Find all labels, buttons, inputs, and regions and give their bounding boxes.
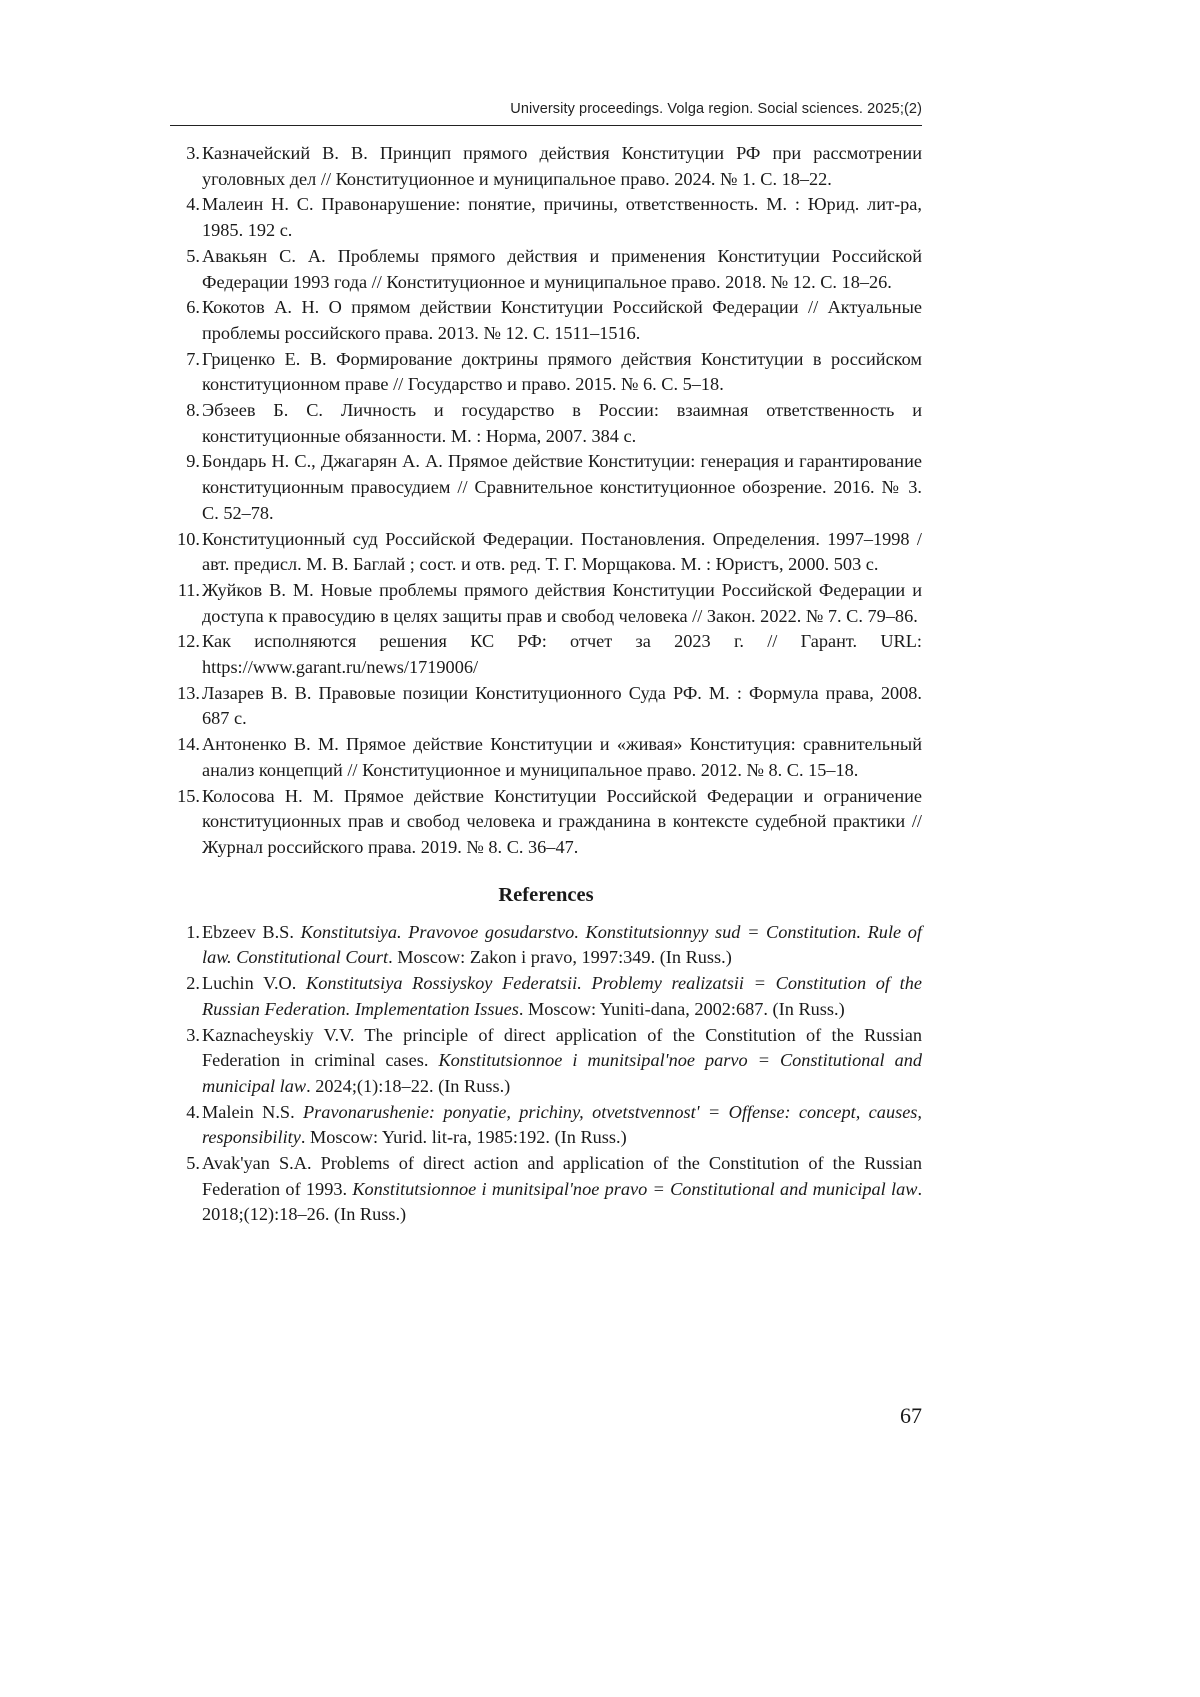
russian-reference-list <box>170 141 922 861</box>
reference-number: 7. <box>186 348 200 369</box>
reference-publication-details: . Moscow: Yuniti-dana, 2002:687. (In Russ.) <box>518 998 845 1019</box>
references-heading: References <box>498 883 594 906</box>
reference-number: 3. <box>186 143 200 163</box>
reference-number: 14. <box>177 734 200 755</box>
reference-authors: Luchin V.O. <box>202 973 306 994</box>
reference-text <box>202 1100 922 1151</box>
reference-text: Жуйков В. М. Новые проблемы прямого действия Конституции Российской Федерации и доступа к правосудию в целях защиты прав и свобод человека // Закон. 2022. № 7. С. 79–86. <box>202 579 922 626</box>
reference-number: 8. <box>186 400 200 421</box>
reference-number: 4. <box>186 1101 200 1122</box>
reference-item <box>170 449 922 526</box>
reference-publication-details: . 2018;(12):18–26. (In Russ.) <box>202 1178 923 1225</box>
reference-number: 15. <box>177 785 200 806</box>
reference-authors: Kaznacheyskiy V.V. The principle of direct application of the Constitution of the Russian Federation in criminal cases. <box>202 1024 922 1071</box>
reference-publication-details: . 2024;(1):18–22. (In Russ.) <box>306 1075 511 1096</box>
reference-item <box>170 192 922 243</box>
reference-authors: Malein N.S. <box>202 1101 304 1122</box>
reference-item <box>170 971 922 1022</box>
reference-text: Антоненко В. М. Прямое действие Конституции и «живая» Конституция: сравнительный анализ концепций // Конституционное и муниципальное право. 2012. № 8. С. 15–18. <box>202 734 922 780</box>
reference-text: Лазарев В. В. Правовые позиции Конституционного Суда РФ. М. : Формула права, 2008. 687 с. <box>202 682 922 729</box>
reference-publication-details: . Moscow: Yurid. lit-ra, 1985:192. (In Russ.) <box>300 1127 627 1148</box>
reference-number: 9. <box>186 451 200 472</box>
reference-item <box>170 244 922 295</box>
reference-number: 5. <box>186 1153 200 1174</box>
reference-item <box>170 1151 922 1228</box>
reference-text: Как исполняются решения КС РФ: отчет за 2023 г. // Гарант. URL: https://www.garant.ru/news/1719006/ <box>202 631 922 678</box>
reference-text <box>202 971 922 1022</box>
english-reference-list <box>170 920 922 1228</box>
reference-text: Конституционный суд Российской Федерации. Постановления. Определения. 1997–1998 / авт. предисл. М. В. Баглай ; сост. и отв. ред. Т. Г. Морщакова. М. : Юристъ, 2000. 503 с. <box>202 528 922 575</box>
reference-authors: Ebzeev B.S. <box>202 921 301 942</box>
reference-source-title: Konstitutsionnoe i munitsipal'noe parvo = Constitutional and municipal law <box>202 1050 923 1096</box>
reference-number: 4. <box>186 194 200 215</box>
reference-text: Колосова Н. М. Прямое действие Конституции Российской Федерации и ограничение конституционных прав и свобод человека и гражданина в контексте судебной практики // Журнал российского права. 2019. № 8. С. 36–47. <box>202 785 922 857</box>
reference-number: 3. <box>186 1024 200 1045</box>
reference-number: 10. <box>177 528 200 549</box>
reference-text: Кокотов А. Н. О прямом действии Конституции Российской Федерации // Актуальные проблемы российского права. 2013. № 12. С. 1511–1516. <box>202 297 922 343</box>
reference-text <box>202 1023 922 1100</box>
reference-authors: Avak'yan S.A. Problems of direct action and application of the Constitution of the Russian Federation of 1993. <box>202 1153 922 1199</box>
reference-text: Малеин Н. С. Правонарушение: понятие, причины, ответственность. М. : Юрид. лит-ра, 1985. 192 с. <box>202 194 922 241</box>
reference-source-title: Pravonarushenie: ponyatie, prichiny, otvetstvennost' = Offense: concept, causes, responsibility <box>202 1101 922 1148</box>
reference-item <box>170 347 922 398</box>
reference-number: 2. <box>186 973 200 994</box>
reference-text: Эбзеев Б. С. Личность и государство в России: взаимная ответственность и конституционные обязанности. М. : Норма, 2007. 384 с. <box>202 400 922 446</box>
reference-item <box>170 784 922 861</box>
reference-item <box>170 527 922 578</box>
page-body <box>170 141 922 1228</box>
reference-number: 12. <box>177 631 200 652</box>
reference-item <box>170 681 922 732</box>
reference-number: 13. <box>177 682 200 703</box>
reference-text <box>202 920 922 971</box>
reference-source-title: Konstitutsiya Rossiyskoy Federatsii. Problemy realizatsii = Constitution of the Russian Federation. Implementation Issues <box>202 973 922 1019</box>
reference-text <box>202 1151 922 1228</box>
reference-number: 6. <box>186 297 200 318</box>
header-rule <box>170 125 922 126</box>
reference-item <box>170 732 922 783</box>
reference-item <box>170 578 922 629</box>
reference-number: 5. <box>186 245 200 266</box>
reference-number: 11. <box>177 579 200 600</box>
reference-source-title: Konstitutsiya. Pravovoe gosudarstvo. Konstitutsionnyy sud = Constitution. Rule of law. Constitutional Court <box>202 921 922 968</box>
reference-text: Бондарь Н. С., Джагарян А. А. Прямое действие Конституции: генерация и гарантирование конституционным правосудием // Сравнительное конституционное обозрение. 2016. № 3. С. 52–78. <box>202 451 922 523</box>
reference-text: Гриценко Е. В. Формирование доктрины прямого действия Конституции в российском конституционном праве // Государство и право. 2015. № 6. С. 5–18. <box>202 348 922 395</box>
reference-source-title: Konstitutsionnoe i munitsipal'noe pravo = Constitutional and municipal law <box>352 1178 918 1199</box>
reference-item <box>170 629 922 680</box>
reference-publication-details: . Moscow: Zakon i pravo, 1997:349. (In Russ.) <box>388 947 732 968</box>
reference-number: 1. <box>186 921 200 942</box>
reference-item <box>170 398 922 449</box>
reference-text: Авакьян С. А. Проблемы прямого действия и применения Конституции Российской Федерации 1993 года // Конституционное и муниципальное право. 2018. № 12. С. 18–26. <box>202 245 922 292</box>
reference-item <box>170 295 922 346</box>
reference-item <box>170 1100 922 1151</box>
page-number: 67 <box>900 1403 922 1428</box>
running-head: University proceedings. Volga region. Social sciences. 2025;(2) <box>510 101 922 117</box>
reference-text: Казначейский В. В. Принцип прямого действия Конституции РФ при рассмотрении уголовных дел // Конституционное и муниципальное право. 2024. № 1. С. 18–22. <box>202 143 922 189</box>
reference-item <box>170 141 922 192</box>
reference-item <box>170 920 922 971</box>
reference-item <box>170 1023 922 1100</box>
